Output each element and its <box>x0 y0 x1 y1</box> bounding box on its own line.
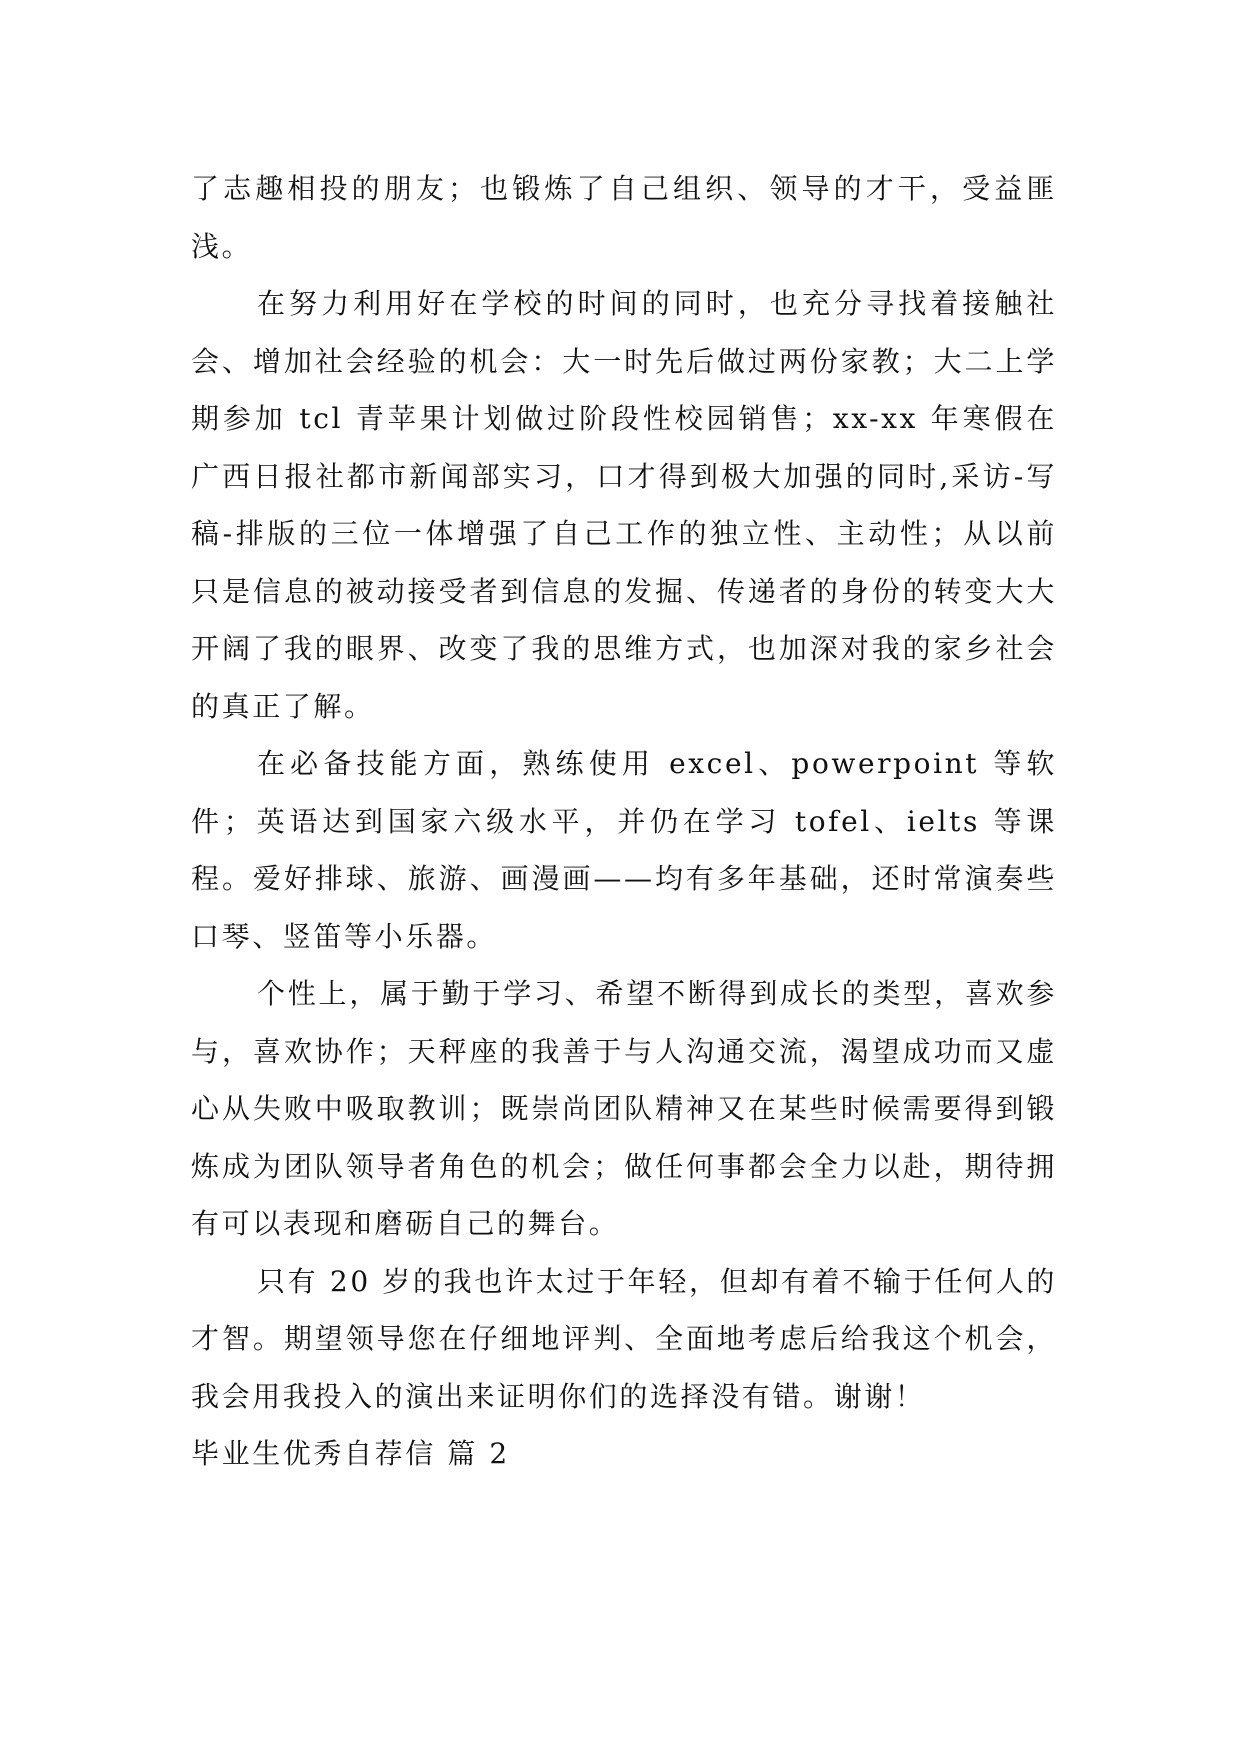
paragraph-3: 在必备技能方面，熟练使用 excel、powerpoint 等软件；英语达到国家六级水平，并仍在学习 tofel、ielts 等课程。爱好排球、旅游、画漫画——均有多年基础，还时常演奏些口琴、竖笛等小乐器。 <box>191 747 1057 953</box>
paragraph-4: 个性上，属于勤于学习、希望不断得到成长的类型，喜欢参与，喜欢协作；天秤座的我善于与人沟通交流，渴望成功而又虚心从失败中吸取教训；既崇尚团队精神又在某些时候需要得到锻炼成为团队领导者角色的机会；做任何事都会全力以赴，期待拥有可以表现和磨砺自己的舞台。 <box>191 977 1057 1240</box>
paragraph-2: 在努力利用好在学校的时间的同时，也充分寻找着接触社会、增加社会经验的机会：大一时先后做过两份家教；大二上学期参加 tcl 青苹果计划做过阶段性校园销售；xx-xx 年寒假在广西日报社都市新闻部实习，口才得到极大加强的同时,采访-写稿-排版的三位一体增强了自己工作的独立性、主动性；从以前只是信息的被动接受者到信息的发掘、传递者的身份的转变大大开阔了我的眼界、改变了我的思维方式，也加深对我的家乡社会的真正了解。 <box>191 287 1057 723</box>
paragraph-1: 了志趣相投的朋友；也锻炼了自己组织、领导的才干，受益匪浅。 <box>191 172 1057 263</box>
document-page <box>191 160 1057 1483</box>
paragraph-5: 只有 20 岁的我也许太过于年轻，但却有着不输于任何人的才智。期望领导您在仔细地评判、全面地考虑后给我这个机会，我会用我投入的演出来证明你们的选择没有错。谢谢！ <box>191 1264 1057 1413</box>
section-heading: 毕业生优秀自荐信 篇 2 <box>191 1437 510 1470</box>
